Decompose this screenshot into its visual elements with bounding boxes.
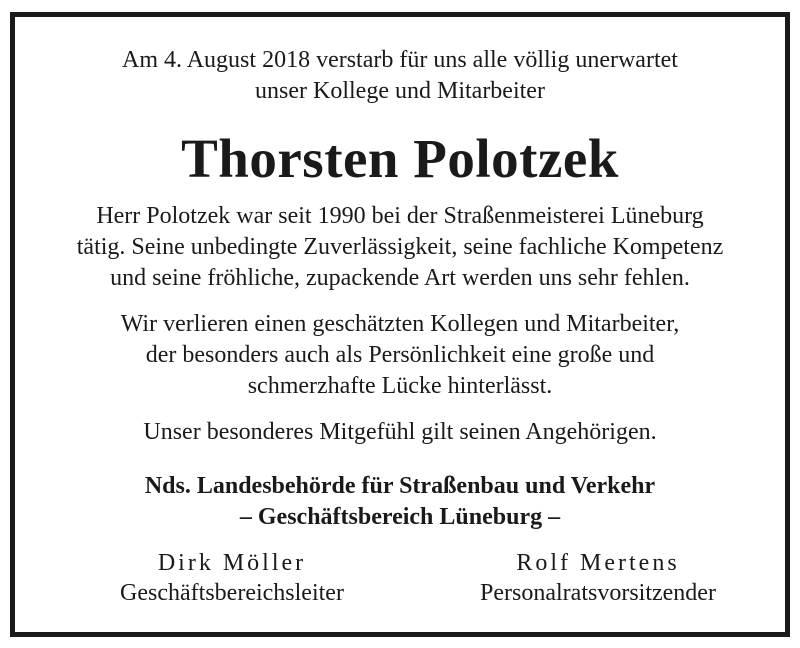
intro-line-1: Am 4. August 2018 verstarb für uns alle völlig unerwartet <box>122 47 678 73</box>
signatory-name: Dirk Möller <box>157 550 307 576</box>
paragraph-line: schmerzhafte Lücke hinterlässt. <box>247 373 553 399</box>
signatory-role: Personalratsvorsitzender <box>480 580 716 606</box>
obituary-notice <box>10 12 790 637</box>
organization-division: – Geschäftsbereich Lüneburg – <box>239 504 561 530</box>
paragraph-line: tätig. Seine unbedingte Zuverlässigkeit, seine fachliche Kompetenz <box>76 234 724 260</box>
paragraph-line: und seine fröhliche, zupackende Art werden uns sehr fehlen. <box>110 265 690 291</box>
signatory-name: Rolf Mertens <box>516 550 680 576</box>
intro-line-2: unser Kollege und Mitarbeiter <box>255 78 545 104</box>
signatory-role: Geschäftsbereichsleiter <box>120 580 344 606</box>
paragraph-line: Herr Polotzek war seit 1990 bei der Straßenmeisterei Lüneburg <box>96 203 704 229</box>
paragraph-line: der besonders auch als Persönlichkeit eine große und <box>145 342 655 368</box>
deceased-name: Thorsten Polotzek <box>181 128 619 189</box>
paragraph-line: Wir verlieren einen geschätzten Kollegen und Mitarbeiter, <box>120 311 680 337</box>
paragraph-line: Unser besonderes Mitgefühl gilt seinen Angehörigen. <box>143 419 657 445</box>
organization-name: Nds. Landesbehörde für Straßenbau und Verkehr <box>144 473 656 499</box>
